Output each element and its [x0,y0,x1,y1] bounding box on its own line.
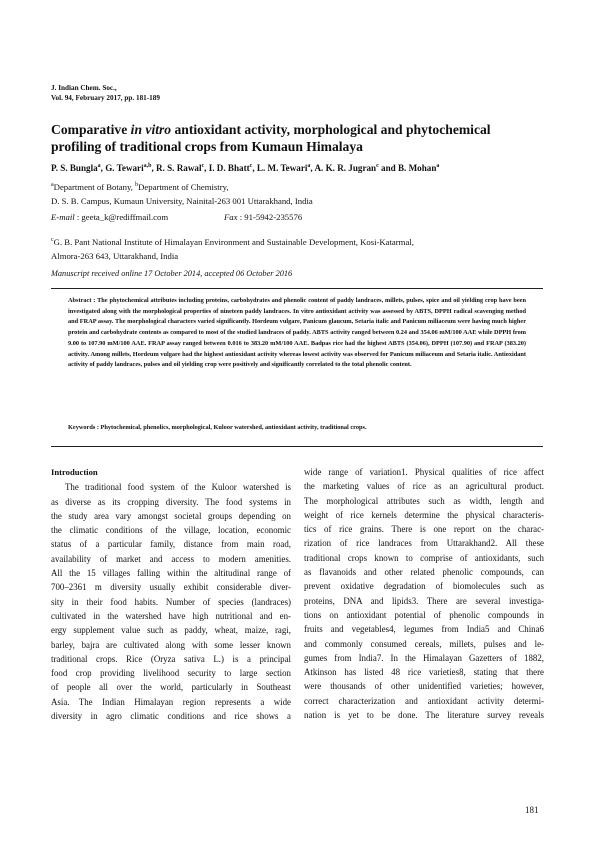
author-affiliation-mark: a,b [143,162,152,169]
body-text-line: The traditional food system of the Kuloor watershed is [65,482,291,493]
title-line2: profiling of traditional crops from Kumaun Himalaya [51,139,363,154]
author-affiliation-mark: a [97,162,101,169]
abstract-text: The phytochemical attributes including proteins, carbohydrates and phenolic content of paddy landraces, millets, pulses, spice and oil yielding crop have been investigated along with the morphological properties of nineteen paddy landraces. In vitro antioxidant activity was assessed by ABTS, DPPH radical scavenging method and FRAP assay. The morphological characters varied significantly. Hordeum vulgare, Panicum glaucum, Setaria italic and Panicum miliaceum were having much higher protein and carbohydrate contents as compared to most of the studied landraces of paddy. ABTS activity ranged between 0.24 and 354.06 mM/100 AAE while DPPH from 9.00 to 107.90 mM/100 AAE. FRAP assay ranged between 0.016 to 383.20 mM/100 AAE. Badpas rice had the highest ABTS (354.06), DPPH (107.90) and FRAP (383.20) activity. Among millets, Hordeum vulgare had the highest antioxidant activity whereas lowest activity was observed for Panicum miliaceum and Setaria italic. Antioxidant activity of paddy landraces, pulses and oil yielding crop were positively and significantly correlated to the total phenolic content. [68,297,526,369]
body-text-line: barley, bajra are cultivated along with some lesser known [51,639,291,650]
body-text-line: tics of rice grains. There is one report on the charac- [304,524,544,535]
right-column-body [304,465,544,722]
journal-volume: Vol. 94, February 2017, pp. 181-189 [51,94,160,102]
title-part1: Comparative [51,122,131,137]
left-column-body [51,480,291,723]
body-text-line: All the 15 villages falling within the altitudinal range of [51,568,291,579]
affiliation-line1: $^a$Department of Botany, $^b$Department of Chemistry, [51,182,229,192]
author-affiliation-mark: c [201,162,205,169]
author-name: R. S. Rawal [156,163,202,173]
affiliation-c [51,235,414,263]
body-text-line: the marketing values of rice as an agricultural product. [304,481,544,492]
body-text-line: food crop providing livelihood security to large section [51,668,291,679]
affiliation-line2: D. S. B. Campus, Kumaun University, Nainital-263 001 Uttarakhand, India [51,196,313,206]
body-text-line: traditional crops known to comprise of antioxidants, such [304,552,544,563]
body-text-line: sity in their food habits. Number of species (landraces) [51,596,291,607]
abstract-label: Abstract : [68,297,98,304]
body-text-line: rization of rice landraces from Uttarakhand2. All these [304,538,544,549]
author-list: P. S. Bungla$^a$, G. Tewari$^{a,b}$, R. S. Rawal$^c$, I. D. Bhatt$^c$, L. M. Tewari$^a$, A. K. R. Jugran$^c$ and B. Mohan$^a$ [51,162,440,173]
body-text-line: correct characterization and antioxidant activity determi- [304,695,544,706]
body-text-line: wide range of variation1. Physical qualities of rice affect [304,467,544,477]
body-text-line: tions on antioxidant potential of phenolic compounds in [304,609,544,620]
body-text-line: 700–2361 m diversity usually exhibit considerable diver- [51,582,291,593]
body-text-line: ergy supplement value such as paddy, wheat, maize, ragi, [51,625,291,636]
author-name: B. Mohan [397,163,437,173]
body-text-line: availability of market and access to modern amenities. [51,553,291,564]
body-text-line: fruits and vegetables4, legumes from India5 and China6 [304,624,544,635]
author-name: L. M. Tewari [256,163,308,173]
body-text-line: prevent oxidative degradation of biomolecules such as [304,581,544,592]
journal-header [51,83,160,103]
body-text-line: and commonly consumed cereals, millets, pulses and le- [304,638,544,649]
abstract-bottom-rule [51,446,543,447]
body-text-line: cultivated in the watershed have high nutritional and en- [51,610,291,621]
author-affiliation-mark: a [436,162,440,169]
body-text-line: The morphological attributes such as width, length and [304,495,544,506]
title-part2: antioxidant activity, morphological and phytochemical [171,122,491,137]
title-italic: in vitro [130,122,172,137]
body-text-line: traditional crops. Rice (Oryza sativa L.) is a principal [51,653,291,664]
right-column [304,465,544,722]
body-text-line: of people all over the world, particularly in Southeast [51,682,291,693]
author-affiliation-mark: a [307,162,311,169]
author-name: I. D. Bhatt [208,163,250,173]
abstract [68,296,526,371]
body-text-line: Atkinson has listed 48 rice varieties8, stating that there [304,667,544,678]
fax-value: : 91-5942-235576 [237,212,303,222]
body-text-line: gumes from India7. In the Himalayan Gazetters of 1882, [304,652,544,663]
page-number: 181 [525,805,539,815]
manuscript-dates: Manuscript received online 17 October 2014, accepted 06 October 2016 [51,269,293,278]
email-value: : geeta_k@rediffmail.com [74,212,169,222]
paper-title [51,121,551,155]
section-heading-introduction: Introduction [51,467,98,477]
author-affiliation-mark: c [249,162,253,169]
author-name: G. Tewari [105,163,144,173]
body-text-line: weight of rice kernels determine the physical characteris- [304,509,544,520]
body-text-line: nation is yet to be done. The literature survey reveals [304,710,544,721]
body-text-line: status of a particular family, distance from main road, [51,539,291,550]
email-label: E-mail [51,212,75,222]
left-column [51,465,291,723]
body-text-line: the climatic conditions of the village, location, economic [51,525,291,536]
body-text-line: as diverse as its cropping diversity. The food systems in [51,496,291,507]
fax-label: Fax [224,212,238,222]
body-text-line: were thousands of other unidentified varieties; however, [304,681,544,692]
author-name: P. S. Bungla [51,163,98,173]
affiliation-ab [51,180,313,208]
author-name: A. K. R. Jugran [314,163,377,173]
affiliation-c-line1: $^c$G. B. Pant National Institute of Himalayan Environment and Sustainable Development, Kosi-Katarmal, [51,237,414,247]
affiliation-c-line2: Almora-263 643, Uttarakhand, India [51,251,179,261]
keywords: Keywords : Phytochemical, phenolics, morphological, Kuloor watershed, antioxidant activity, traditional crops. [68,424,367,431]
contact-row [51,210,351,224]
body-text-line: diversity in agro climatic conditions and rice shows a [51,711,291,722]
body-text-line: as flavanoids and other related phenolic compounds, can [304,567,544,578]
body-text-line: Asia. The Indian Himalayan region represents a wide [51,696,291,707]
journal-name: J. Indian Chem. Soc., [51,84,117,92]
body-text-line: the study area vary amongst societal groups depending on [51,510,291,521]
body-text-line: proteins, DNA and lipids3. There are several investiga- [304,595,544,606]
author-affiliation-mark: c [376,162,379,169]
abstract-top-rule [51,288,543,289]
